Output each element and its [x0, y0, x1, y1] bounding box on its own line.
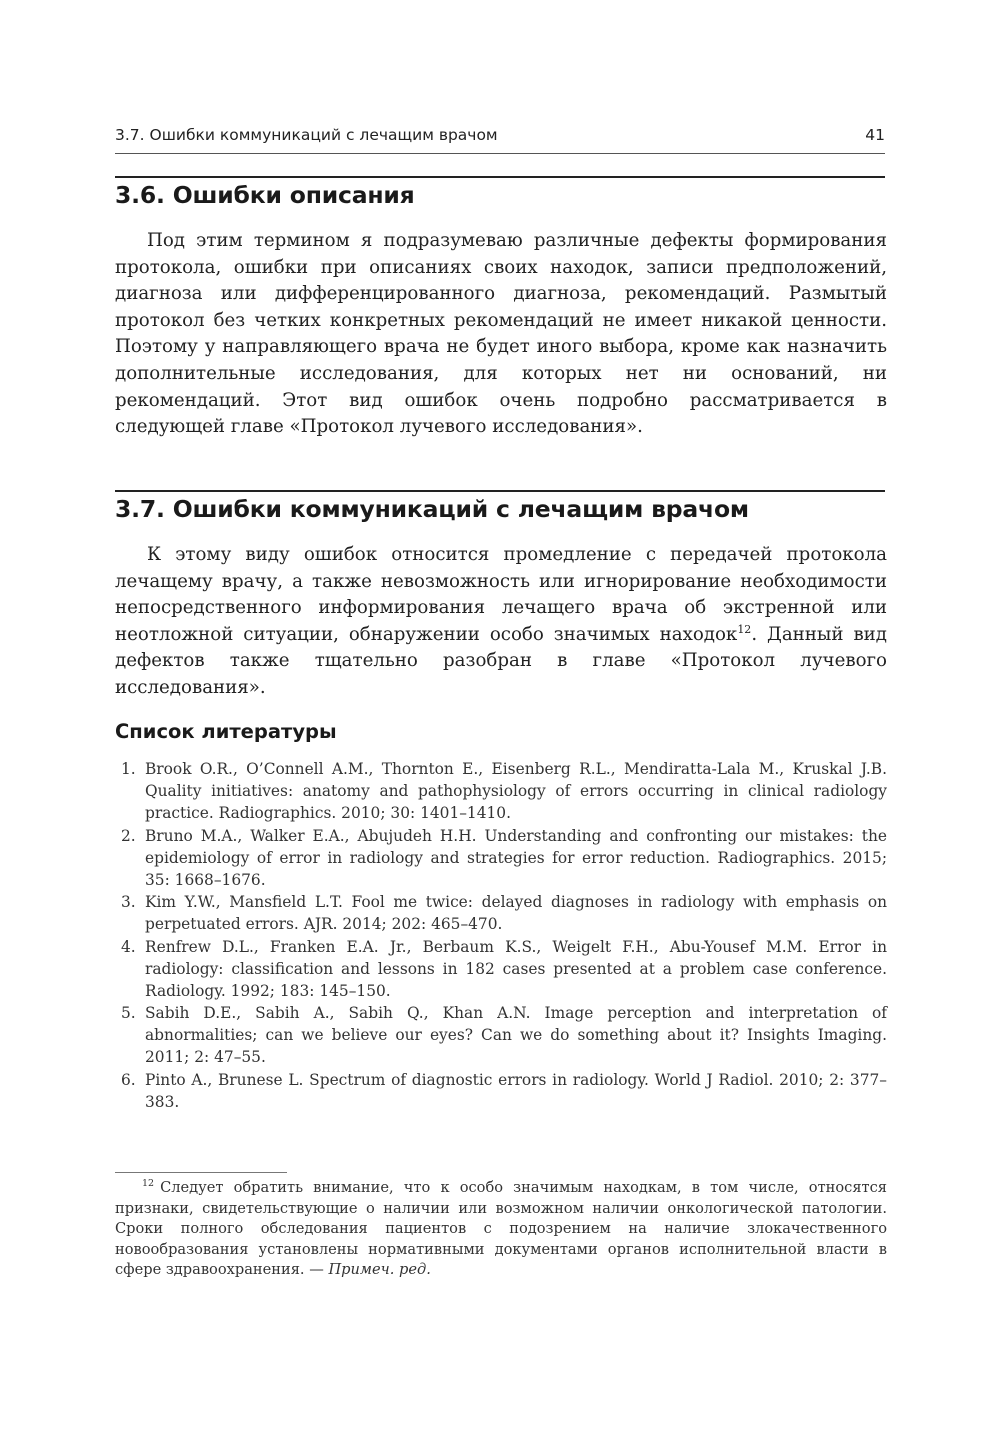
reference-text: Pinto A., Brunese L. Spectrum of diagnostic errors in radiology. World J Radiol. 2010; 2: 377–383.: [145, 1070, 887, 1111]
reference-text: Brook O.R., O’Connell A.M., Thornton E., Eisenberg R.L., Mendiratta-Lala M., Kruskal J.B. Quality initiatives: anatomy and pathophysiology of errors occurring in clinical radiology practice. Radiographics. 2010; 30: 1401–1410.: [145, 760, 887, 822]
page-number: 41: [865, 126, 885, 144]
reference-text: Sabih D.E., Sabih A., Sabih Q., Khan A.N. Image perception and interpretation of abnormalities; can we believe our eyes? Can we do something about it? Insights Imaging. 2011; 2: 47–55.: [145, 1004, 887, 1066]
section-3-7-title: 3.7. Ошибки коммуникаций с лечащим врачом: [115, 495, 749, 523]
footnote-marker: 12: [142, 1178, 155, 1190]
section-3-6-title: 3.6. Ошибки описания: [115, 181, 415, 209]
section-3-7-paragraph: [115, 542, 887, 702]
reference-item: [115, 936, 887, 1002]
footnote: [115, 1178, 887, 1281]
references-title: Список литературы: [115, 720, 337, 743]
footnote-divider: [115, 1172, 287, 1173]
reference-number: 3.: [121, 893, 136, 911]
footnote-reference[interactable]: 12: [737, 622, 752, 636]
reference-text: Kim Y.W., Mansfield L.T. Fool me twice: delayed diagnoses in radiology with emphasis on perpetuated errors. AJR. 2014; 202: 465–470.: [145, 893, 887, 933]
running-header-title: 3.7. Ошибки коммуникаций с лечащим врачом: [115, 126, 498, 144]
paragraph-text-part-2: . Данный вид дефектов также тщательно разобран в главе «Протокол лучевого исследования».: [115, 623, 887, 698]
reference-text: Bruno M.A., Walker E.A., Abujudeh H.H. Understanding and confronting our mistakes: the epidemiology of error in radiology and strategies for error reduction. Radiographics. 2015; 35: 1668–1676.: [145, 826, 887, 889]
running-header: [115, 126, 885, 150]
reference-number: 2.: [121, 826, 136, 845]
reference-item: [115, 1002, 887, 1068]
reference-number: 1.: [121, 760, 136, 778]
reference-item: [115, 825, 887, 891]
reference-item: [115, 758, 887, 824]
reference-item: [115, 1069, 887, 1113]
reference-item: [115, 891, 887, 935]
footnote-text: Следует обратить внимание, что к особо значимым находкам, в том числе, относятся признаки, свидетельствующие о наличии или возможном наличии онкологической патологии. Сроки полного обследования пациентов с подозрением на наличие злокачественного новообразования установлены нормативными документами органов исполнительной власти в сфере здравоохранения. —: [115, 1179, 887, 1279]
reference-number: 4.: [121, 937, 136, 956]
paragraph-text-part-1: К этому виду ошибок относится промедление с передачей протокола лечащему врачу, а также невозможность или игнорирование необходимости непосредственного информирования лечащего врача об экстренной или неотложной ситуации, обнаружении особо значимых находок: [115, 544, 887, 645]
header-divider: [115, 153, 885, 154]
section-3-6-rule: [115, 176, 885, 178]
reference-number: 5.: [121, 1004, 136, 1022]
section-3-7-rule: [115, 490, 885, 492]
reference-number: 6.: [121, 1070, 136, 1089]
reference-text: Renfrew D.L., Franken E.A. Jr., Berbaum K.S., Weigelt F.H., Abu-Yousef M.M. Error in radiology: classification and lessons in 182 cases presented at a problem case conference. Radiology. 1992; 183: 145–150.: [145, 937, 887, 1000]
references-list: [115, 758, 887, 1113]
section-3-6-paragraph: Под этим термином я подразумеваю различные дефекты формирования протокола, ошибки при описаниях своих находок, записи предположений, диагноза или дифференцированного диагноза, рекомендаций. Размытый протокол без четких конкретных рекомендаций не имеет никакой ценности. Поэтому у направляющего врача не будет иного выбора, кроме как назначить дополнительные исследования, для которых нет ни оснований, ни рекомендаций. Этот вид ошибок очень подробно рассматривается в следующей главе «Протокол лучевого исследования».: [115, 230, 887, 438]
editor-note: Примеч. ред.: [328, 1261, 431, 1279]
